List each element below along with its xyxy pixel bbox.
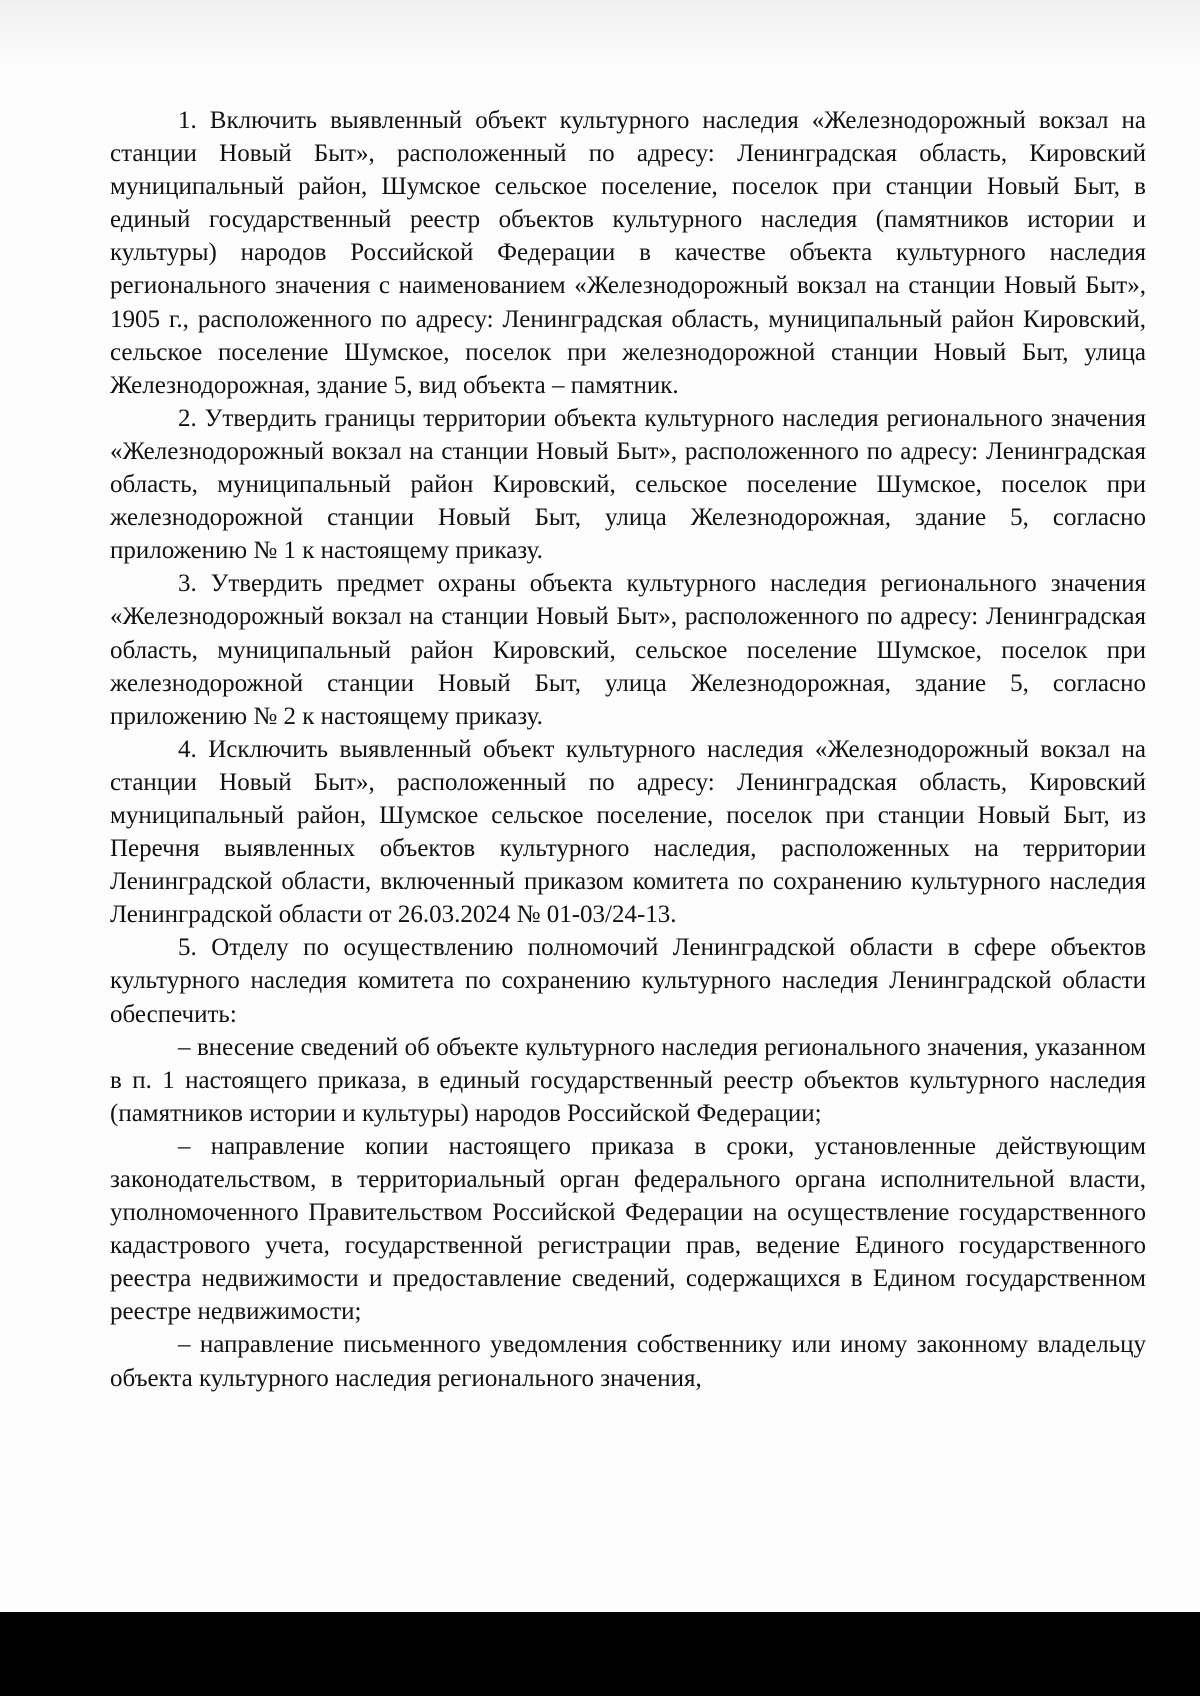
scan-bottom-border [0, 1612, 1200, 1696]
paragraph-item-5: 5. Отделу по осуществлению полномочий Ленинградской области в сфере объектов культурного наследия комитета по сохранению культурного наследия Ленинградской области обеспечить: [110, 934, 1146, 1028]
paragraph-item-5-bullet-2: – направление копии настоящего приказа в сроки, установленные действующим законодательством, в территориальный орган федерального органа исполнительной власти, уполномоченного Правительством Российской Федерации на осуществление государственного кадастрового учета, государственной регистрации прав, ведение Единого государственного реестра недвижимости и предоставление сведений, содержащихся в Едином государственном реестре недвижимости; [110, 1132, 1146, 1326]
scan-shadow [0, 0, 1200, 70]
paragraph-item-1: 1. Включить выявленный объект культурного наследия «Железнодорожный вокзал на станции Новый Быт», расположенный по адресу: Ленинградская область, Кировский муниципальный район, Шумское сельское поселение, поселок при станции Новый Быт, в единый государственный реестр объектов культурного наследия (памятников истории и культуры) народов Российской Федерации в качестве объекта культурного наследия регионального значения с наименованием «Железнодорожный вокзал на станции Новый Быт», 1905 г., расположенного по адресу: Ленинградская область, муниципальный район Кировский, сельское поселение Шумское, поселок при железнодорожной станции Новый Быт, улица Железнодорожная, здание 5, вид объекта – памятник. [110, 107, 1146, 399]
paragraph-item-2: 2. Утвердить границы территории объекта культурного наследия регионального значения «Железнодорожный вокзал на станции Новый Быт», расположенного по адресу: Ленинградская область, муниципальный район Кировский, сельское поселение Шумское, поселок при железнодорожной станции Новый Быт, улица Железнодорожная, здание 5, согласно приложению № 1 к настоящему приказу. [110, 404, 1146, 565]
paragraph-item-3: 3. Утвердить предмет охраны объекта культурного наследия регионального значения «Железнодорожный вокзал на станции Новый Быт», расположенного по адресу: Ленинградская область, муниципальный район Кировский, сельское поселение Шумское, поселок при железнодорожной станции Новый Быт, улица Железнодорожная, здание 5, согласно приложению № 2 к настоящему приказу. [110, 570, 1146, 730]
paragraph-item-5-bullet-3: – направление письменного уведомления собственнику или иному законному владельцу объекта культурного наследия регионального значения, [110, 1331, 1146, 1392]
paragraph-item-5-bullet-1: – внесение сведений об объекте культурного наследия регионального значения, указанном в п. 1 настоящего приказа, в единый государственный реестр объектов культурного наследия (памятников истории и культуры) народов Российской Федерации; [110, 1033, 1146, 1127]
paragraph-item-4: 4. Исключить выявленный объект культурного наследия «Железнодорожный вокзал на станции Новый Быт», расположенный по адресу: Ленинградская область, Кировский муниципальный район, Шумское сельское поселение, поселок при станции Новый Быт, из Перечня выявленных объектов культурного наследия, расположенных на территории Ленинградской области, включенный приказом комитета по сохранению культурного наследия Ленинградской области от 26.03.2024 № 01-03/24-13. [110, 735, 1146, 929]
document-body [110, 104, 1146, 1395]
